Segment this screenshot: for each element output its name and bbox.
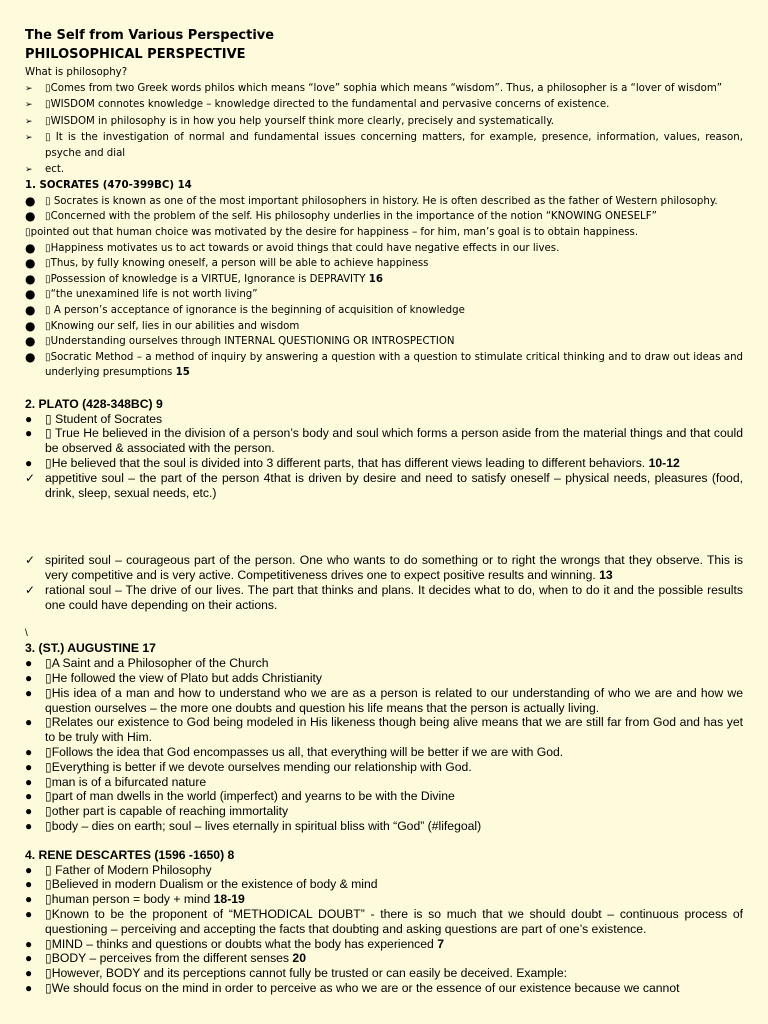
intro-question: What is philosophy? (25, 67, 128, 78)
section-heading-socrates: 1. SOCRATES (470-399BC) 14 (25, 180, 192, 192)
list-item: ● ▯However, BODY and its perceptions cannot fully be trusted or can easily be deceived. Example: (25, 966, 568, 981)
list-item: ● ▯ Father of Modern Philosophy (25, 862, 212, 877)
list-item: ● ▯Relates our existence to God being modeled in His likeness though being alive means that we are still far from God and has yet to be truly with Him. (25, 715, 743, 745)
section-subtitle: PHILOSOPHICAL PERSPECTIVE (25, 47, 246, 62)
list-item: ● ▯Knowing our self, lies in our abilities and wisdom (25, 318, 300, 333)
list-item: ● ▯ A person’s acceptance of ignorance is the beginning of acquisition of knowledge (25, 302, 465, 317)
list-item: ✓ appetitive soul – the part of the person 4that is driven by desire and need to satisfy oneself – physical needs, pleasures (food, drink, sleep, sexual needs, etc.) (25, 470, 743, 500)
dot-bullet-icon: ● (25, 862, 33, 877)
dot-bullet-icon: ● (25, 456, 33, 471)
dot-bullet-icon: ● (25, 936, 33, 951)
list-item: ➢ ▯WISDOM connotes knowledge – knowledge directed to the fundamental and pervasive concerns of existence. (25, 97, 743, 114)
list-item: ● ▯Believed in modern Dualism or the existence of body & mind (25, 877, 378, 892)
dot-bullet-icon: ● (25, 685, 33, 700)
list-item: ● ▯ True He believed in the division of a person’s body and soul which forms a person aside from the material things and that could be observed & associated with the person. (25, 426, 743, 456)
arrow-bullet-icon: ➢ (25, 100, 33, 111)
list-item: ● ▯Concerned with the problem of the self. His philosophy underlies in the importance of the notion “KNOWING ONESELF” (25, 209, 657, 224)
list-item: ● ▯Understanding ourselves through INTERNAL QUESTIONING OR INTROSPECTION (25, 334, 455, 349)
list-item: ● ▯human person = body + mind 18-19 (25, 892, 245, 907)
list-item: ● ▯Possession of knowledge is a VIRTUE, Ignorance is DEPRAVITY 16 (25, 271, 383, 286)
list-item: ● ▯We should focus on the mind in order to perceive as who we are or the essence of our existence because we cannot (25, 980, 680, 995)
dot-bullet-icon: ● (25, 715, 33, 730)
arrow-bullet-icon: ➢ (25, 133, 33, 144)
list-item: ● ▯Thus, by fully knowing oneself, a person will be able to achieve happiness (25, 256, 429, 271)
list-item: ➢ ▯ It is the investigation of normal and fundamental issues concerning matters, for example, presence, information, values, reason, psyche and dial (25, 132, 743, 159)
socrates-list-a (25, 194, 743, 225)
dot-bullet-icon: ● (25, 906, 33, 921)
plato-list (25, 412, 743, 501)
list-item: ✓ spirited soul – courageous part of the person. One who wants to do something or to right the wrongs that they observe. This is very competitive and is very active. Competitiveness drives one to expect positive results and winning. 13 (25, 553, 743, 583)
checkmark-bullet-icon: ✓ (25, 470, 36, 485)
dot-bullet-icon: ● (25, 819, 33, 833)
dot-bullet-icon: ● (25, 951, 33, 966)
descartes-list (25, 863, 743, 996)
list-item: ● ▯He believed that the soul is divided into 3 different parts, that has different views leading to different behaviors. 10-12 (25, 456, 680, 471)
list-item: ➢ ▯Comes from two Greek words philos which means “love” sophia which means “wisdom”. Thus, a philosopher is a “lover of wisdom” (25, 81, 743, 98)
stray-backslash: \ (25, 627, 28, 639)
dot-bullet-icon: ● (25, 877, 33, 892)
checkmark-bullet-icon: ✓ (25, 553, 36, 568)
dot-bullet-icon: ● (25, 656, 33, 671)
list-item: ● ▯MIND – thinks and questions or doubts what the body has experienced 7 (25, 936, 444, 951)
list-item: ● ▯ Student of Socrates (25, 411, 163, 426)
dot-bullet-icon: ● (25, 240, 36, 255)
arrow-bullet-icon: ➢ (25, 164, 33, 175)
dot-bullet-icon: ● (25, 892, 33, 907)
list-item: ● ▯Socratic Method – a method of inquiry by answering a question with a question to stimulate critical thinking and to draw out ideas and underlying presumptions 15 (25, 349, 743, 379)
arrow-bullet-icon: ➢ (25, 83, 33, 94)
socrates-plain-line: ▯pointed out that human choice was motivated by the desire for happiness – for him, man’s goal is to obtain happiness. (25, 226, 639, 238)
list-item: ● ▯ Socrates is known as one of the most important philosophers in history. He is often described as the father of Western philosophy. (25, 193, 718, 208)
dot-bullet-icon: ● (25, 209, 36, 224)
list-item: ✓ rational soul – The drive of our lives. The part that thinks and plans. It decides what to do, when to do it and the possible results one could have depending on their actions. (25, 583, 743, 612)
list-item: ● ▯Everything is better if we devote ourselves mending our relationship with God. (25, 759, 472, 774)
dot-bullet-icon: ● (25, 256, 36, 271)
list-item: ➢ ect. (25, 162, 743, 179)
list-item: ● ▯He followed the view of Plato but adds Christianity (25, 671, 323, 686)
dot-bullet-icon: ● (25, 193, 36, 208)
dot-bullet-icon: ● (25, 411, 33, 426)
dot-bullet-icon: ● (25, 426, 33, 441)
list-item: ● ▯Happiness motivates us to act towards or avoid things that could have negative effects in our lives. (25, 240, 560, 255)
dot-bullet-icon: ● (25, 334, 36, 349)
section-heading-plato: 2. PLATO (428-348BC) 9 (25, 396, 163, 411)
intro-list (25, 81, 743, 179)
dot-bullet-icon: ● (25, 745, 33, 760)
dot-bullet-icon: ● (25, 789, 33, 804)
dot-bullet-icon: ● (25, 287, 36, 302)
dot-bullet-icon: ● (25, 318, 36, 333)
dot-bullet-icon: ● (25, 302, 36, 317)
list-item: ➢ ▯WISDOM in philosophy is in how you help yourself think more clearly, precisely and systematically. (25, 114, 743, 131)
dot-bullet-icon: ● (25, 349, 36, 364)
list-item: ● ▯man is of a bifurcated nature (25, 774, 207, 789)
dot-bullet-icon: ● (25, 774, 33, 789)
list-item: ● ▯His idea of a man and how to understand who we are as a person is related to our understanding of who we are and how we question ourselves – the more one doubts and question his life means that the person is actually living. (25, 685, 743, 715)
list-item: ● ▯Follows the idea that God encompasses us all, that everything will be better if we are with God. (25, 745, 564, 760)
arrow-bullet-icon: ➢ (25, 116, 33, 127)
section-heading-descartes: 4. RENE DESCARTES (1596 -1650) 8 (25, 847, 235, 862)
list-item: ● ▯“the unexamined life is not worth living” (25, 287, 258, 302)
list-item: ● ▯part of man dwells in the world (imperfect) and yearns to be with the Divine (25, 789, 455, 804)
checkmark-bullet-icon: ✓ (25, 583, 36, 598)
dot-bullet-icon: ● (25, 966, 33, 981)
plato-soul-list (25, 553, 743, 612)
dot-bullet-icon: ● (25, 804, 33, 819)
dot-bullet-icon: ● (25, 671, 33, 686)
list-item: ● ▯Known to be the proponent of “METHODICAL DOUBT” - there is so much that we should doubt – continuous process of questioning – perceiving and accepting the facts that doubting and asking questions are part of one’s existence. (25, 906, 743, 936)
dot-bullet-icon: ● (25, 271, 36, 286)
dot-bullet-icon: ● (25, 980, 33, 995)
list-item: ● ▯body – dies on earth; soul – lives eternally in spiritual bliss with “God” (#lifegoal) (25, 819, 482, 833)
document-title: The Self from Various Perspective (25, 28, 275, 43)
section-heading-augustine: 3. (ST.) AUGUSTINE 17 (25, 641, 156, 656)
list-item: ● ▯A Saint and a Philosopher of the Church (25, 656, 269, 671)
socrates-list-b (25, 241, 743, 381)
augustine-list (25, 656, 743, 834)
list-item: ● ▯BODY – perceives from the different senses 20 (25, 951, 306, 966)
dot-bullet-icon: ● (25, 759, 33, 774)
list-item: ● ▯other part is capable of reaching immortality (25, 804, 289, 819)
